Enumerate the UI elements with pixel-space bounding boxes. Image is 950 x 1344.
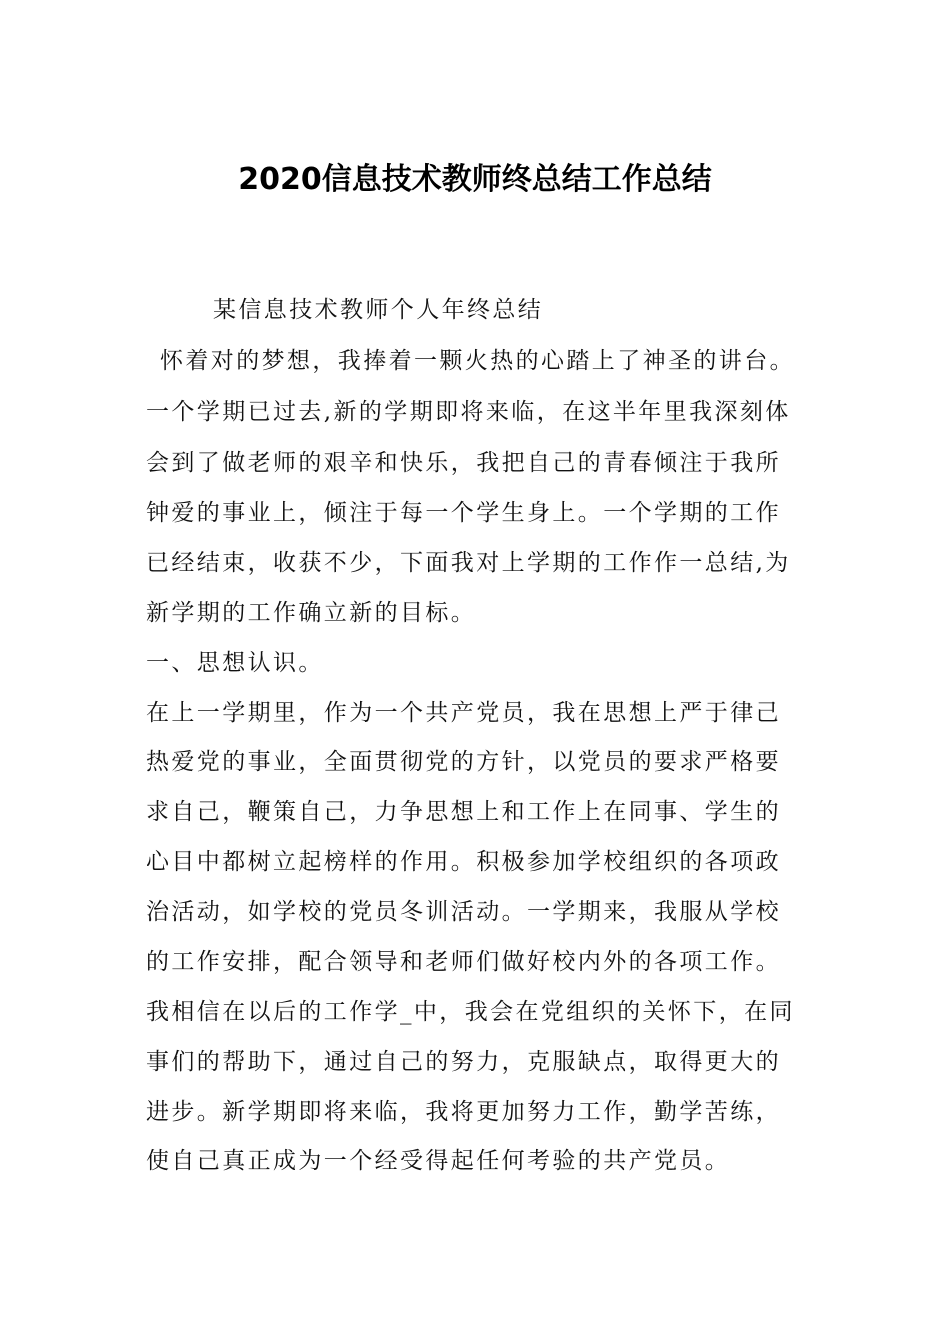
paragraph-line: 钟爱的事业上，倾注于每一个学生身上。一个学期的工作: [146, 500, 781, 526]
paragraph-line: 求自己，鞭策自己，力争思想上和工作上在同事、学生的: [146, 799, 781, 825]
paragraph-line: 我相信在以后的工作学_中，我会在党组织的关怀下，在同: [146, 999, 795, 1025]
paragraph-line: 一个学期已过去,新的学期即将来临，在这半年里我深刻体: [146, 399, 791, 425]
paragraph-line: 治活动，如学校的党员冬训活动。一学期来，我服从学校: [146, 899, 781, 925]
paragraph-line: 怀着对的梦想，我捧着一颗火热的心踏上了神圣的讲台。: [160, 348, 795, 374]
document-title: 2020信息技术教师终总结工作总结: [238, 162, 712, 197]
paragraph-line: 在上一学期里，作为一个共产党员，我在思想上严于律己: [146, 700, 781, 726]
paragraph-line: 事们的帮助下，通过自己的努力，克服缺点，取得更大的: [146, 1049, 781, 1075]
paragraph-line: 会到了做老师的艰辛和快乐，我把自己的青春倾注于我所: [146, 450, 781, 476]
paragraph-line: 热爱党的事业，全面贯彻党的方针，以党员的要求严格要: [146, 749, 781, 775]
paragraph-line: 已经结束，收获不少，下面我对上学期的工作作一总结,为: [146, 550, 791, 576]
paragraph-line: 的工作安排，配合领导和老师们做好校内外的各项工作。: [146, 949, 781, 975]
paragraph-line: 新学期的工作确立新的目标。: [146, 600, 477, 626]
paragraph-line: 进步。新学期即将来临，我将更加努力工作，勤学苦练，: [146, 1099, 781, 1125]
document-subtitle-line: 某信息技术教师个人年终总结: [213, 297, 544, 323]
paragraph-line: 使自己真正成为一个经受得起任何考验的共产党员。: [146, 1148, 731, 1174]
paragraph-line: 心目中都树立起榜样的作用。积极参加学校组织的各项政: [146, 849, 781, 875]
section-heading: 一、思想认识。: [146, 650, 324, 676]
